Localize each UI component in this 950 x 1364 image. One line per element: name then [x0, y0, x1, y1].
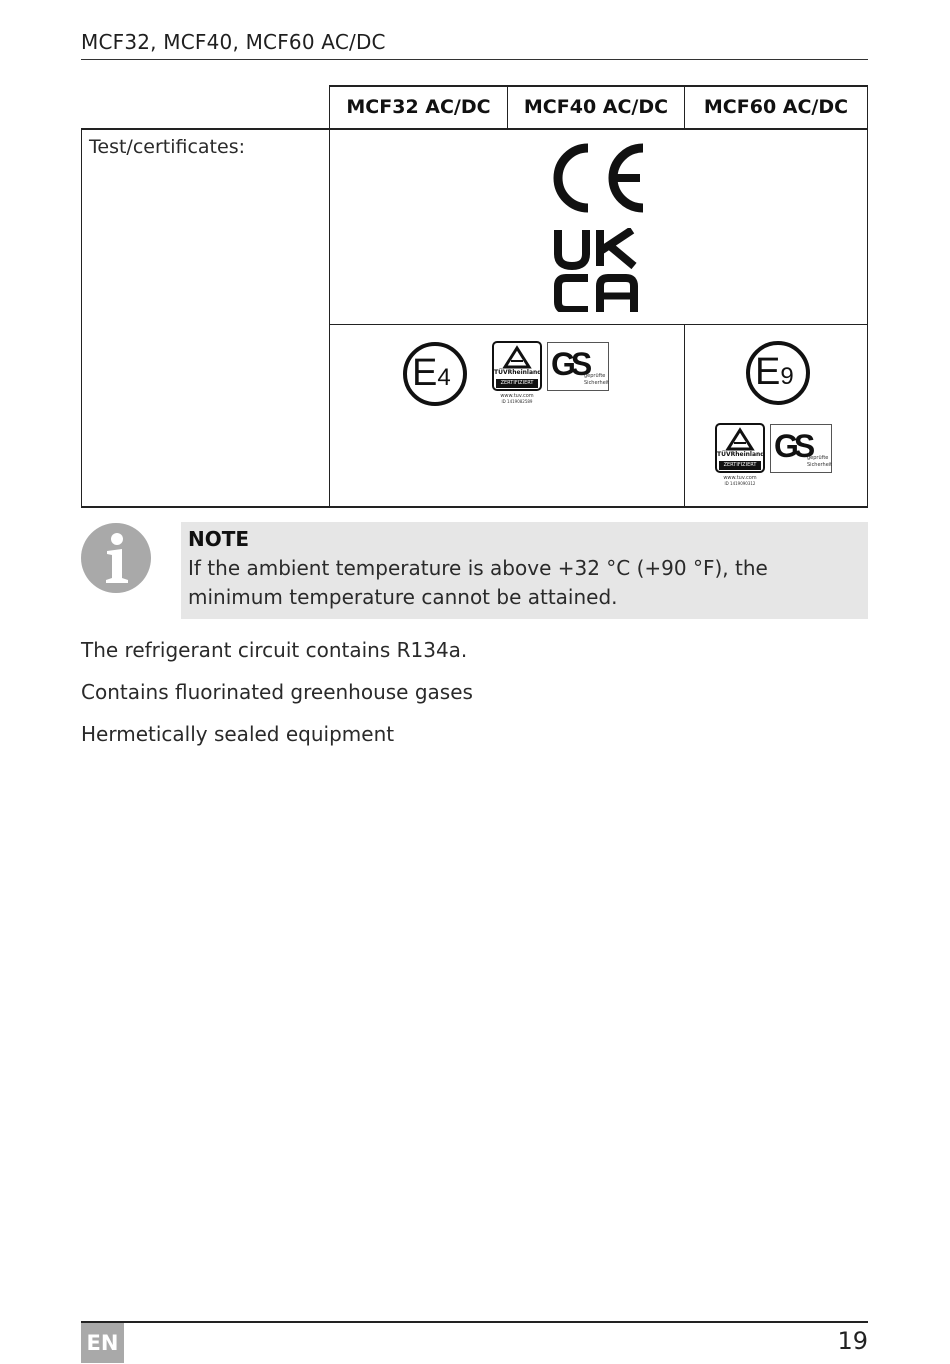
tuv-triangle-icon [717, 427, 763, 453]
tuv-gs-certificate-left [492, 341, 612, 407]
info-icon [80, 522, 152, 594]
column-header-mcf40: MCF40 AC/DC [523, 96, 669, 118]
e9-approval-mark [745, 340, 811, 406]
note-title: NOTE [188, 527, 250, 551]
tuv-zertifiziert-badge: ZERTIFIZIERT [496, 379, 538, 388]
paragraph-fluorinated-gases: Contains fluorinated greenhouse gases [81, 680, 473, 704]
column-header-mcf32: MCF32 AC/DC [346, 96, 491, 118]
footer-divider [81, 1321, 868, 1323]
column-header-mcf60: MCF60 AC/DC [703, 96, 849, 118]
note-text: If the ambient temperature is above +32 °C (+90 °F), the minimum temperature cannot be attained. [188, 556, 768, 609]
paragraph-refrigerant: The refrigerant circuit contains R134a. [81, 638, 468, 662]
tuv-gs-certificate-right [715, 423, 835, 489]
gs-caption-line2: Sicherheit [807, 462, 833, 468]
row-label-test-certificates: Test/certificates: [89, 136, 245, 158]
language-badge: EN [81, 1323, 124, 1363]
tuv-triangle-icon [494, 345, 540, 371]
tuv-brand-text: TÜVRheinland [717, 451, 765, 458]
tuv-id: ID 1419090312 [724, 481, 756, 486]
gs-letters: GS [551, 346, 588, 382]
e9-number: 9 [780, 363, 794, 390]
gs-caption-line1: geprüfte [584, 373, 606, 379]
gs-letters: GS [774, 428, 811, 464]
header-divider [81, 59, 868, 60]
ukca-mark-icon [552, 228, 640, 312]
tuv-url: www.tuv.com [723, 475, 757, 481]
e4-number: 4 [437, 364, 451, 391]
tuv-brand-text: TÜVRheinland [494, 369, 542, 376]
tuv-zertifiziert-badge: ZERTIFIZIERT [719, 461, 761, 470]
page-number: 19 [837, 1327, 868, 1355]
tuv-rheinland-logo [715, 423, 765, 473]
e4-letter: E [412, 352, 438, 394]
tuv-rheinland-logo [492, 341, 542, 391]
gs-mark-logo [547, 342, 609, 391]
e9-letter: E [755, 351, 781, 393]
gs-caption-line1: geprüfte [807, 455, 829, 461]
gs-caption-line2: Sicherheit [584, 380, 610, 386]
page-header-title: MCF32, MCF40, MCF60 AC/DC [81, 30, 386, 54]
ce-mark-icon [550, 142, 650, 214]
paragraph-hermetically-sealed: Hermetically sealed equipment [81, 722, 395, 746]
tuv-url: www.tuv.com [500, 393, 534, 399]
gs-mark-logo [770, 424, 832, 473]
tuv-id: ID 1419082589 [501, 399, 533, 404]
e4-approval-mark [402, 341, 468, 407]
